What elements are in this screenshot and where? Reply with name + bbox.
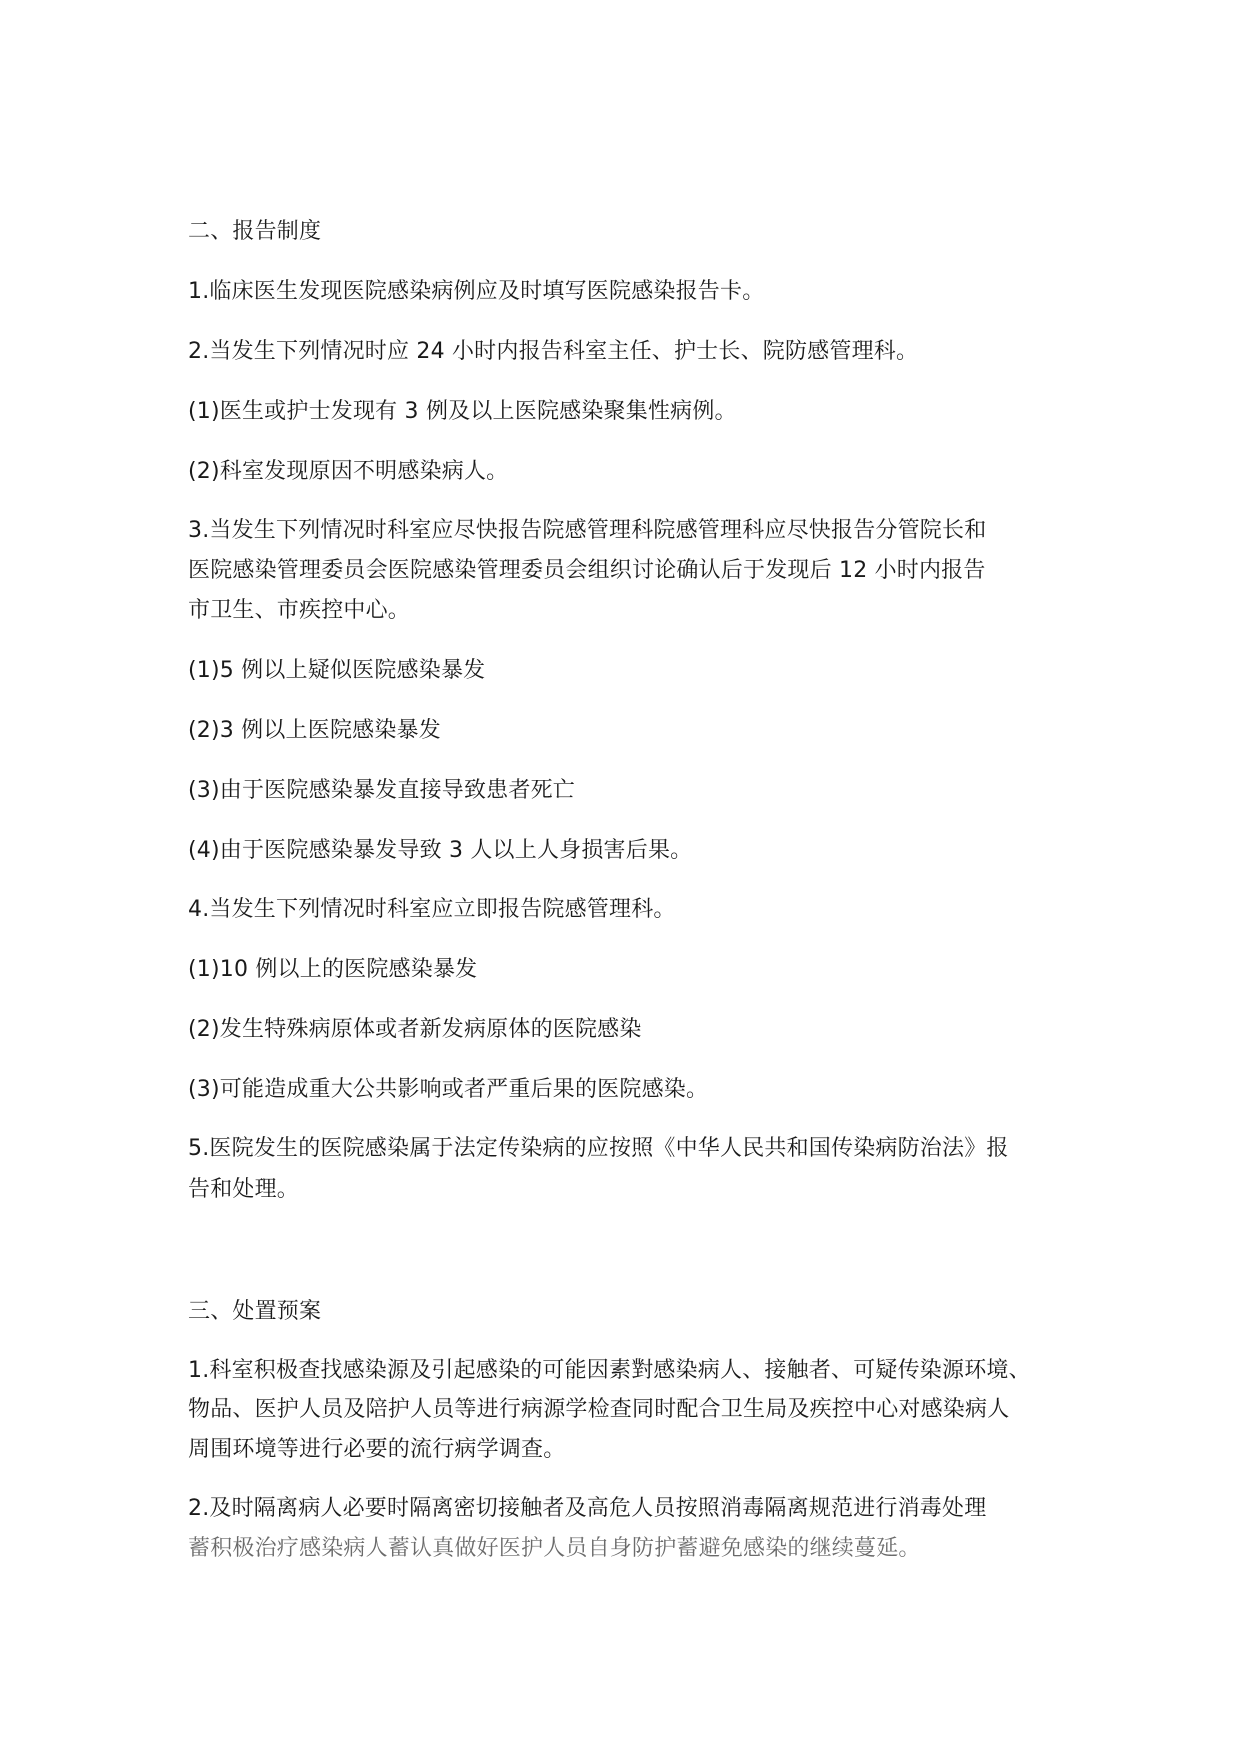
paragraph-5-line-1: 5.医院发生的医院感染属于法定传染病的应按照《中华人民共和国传染病防治法》报 — [188, 1136, 1009, 1161]
plan-paragraph-2-line-2: 蓄积极治疗感染病人蓄认真做好医护人员自身防护蓄避免感染的继续蔓延。 — [188, 1536, 921, 1561]
section-heading-reporting: 二、报告制度 — [188, 219, 322, 244]
paragraph-2-item-2: (2)科室发现原因不明感染病人。 — [188, 459, 509, 484]
paragraph-3-item-2: (2)3 例以上医院感染暴发 — [188, 718, 441, 743]
paragraph-5-line-2: 告和处理。 — [188, 1177, 300, 1202]
paragraph-3-line-3: 市卫生、市疾控中心。 — [188, 598, 411, 623]
plan-paragraph-1-line-3: 周围环境等进行必要的流行病学调查。 — [188, 1437, 566, 1462]
paragraph-1: 1.临床医生发现医院感染病例应及时填写医院感染报告卡。 — [188, 279, 765, 304]
paragraph-4-item-1: (1)10 例以上的医院感染暴发 — [188, 957, 478, 982]
plan-paragraph-2-line-1: 2.及时隔离病人必要时隔离密切接触者及高危人员按照消毒隔离规范进行消毒处理 — [188, 1496, 987, 1521]
paragraph-3-line-1: 3.当发生下列情况时科室应尽快报告院感管理科院感管理科应尽快报告分管院长和 — [188, 518, 987, 543]
paragraph-3-item-3: (3)由于医院感染暴发直接导致患者死亡 — [188, 778, 575, 803]
plan-paragraph-1-line-2: 物品、医护人员及陪护人员等进行病源学检查同时配合卫生局及疾控中心对感染病人 — [188, 1397, 1010, 1422]
paragraph-3-line-2: 医院感染管理委员会医院感染管理委员会组织讨论确认后于发现后 12 小时内报告 — [188, 558, 986, 583]
paragraph-4-item-2: (2)发生特殊病原体或者新发病原体的医院感染 — [188, 1017, 642, 1042]
paragraph-2: 2.当发生下列情况时应 24 小时内报告科室主任、护士长、院防感管理科。 — [188, 339, 919, 364]
paragraph-4-item-3: (3)可能造成重大公共影响或者严重后果的医院感染。 — [188, 1077, 709, 1102]
paragraph-4: 4.当发生下列情况时科室应立即报告院感管理科。 — [188, 897, 676, 922]
paragraph-3-item-1: (1)5 例以上疑似医院感染暴发 — [188, 658, 486, 683]
paragraph-3-item-4: (4)由于医院感染暴发导致 3 人以上人身损害后果。 — [188, 838, 693, 863]
paragraph-2-item-1: (1)医生或护士发现有 3 例及以上医院感染聚集性病例。 — [188, 399, 737, 424]
section-heading-response-plan: 三、处置预案 — [188, 1299, 322, 1324]
plan-paragraph-1-line-1: 1.科室积极查找感染源及引起感染的可能因素對感染病人、接触者、可疑传染源环境、 — [188, 1358, 1031, 1383]
